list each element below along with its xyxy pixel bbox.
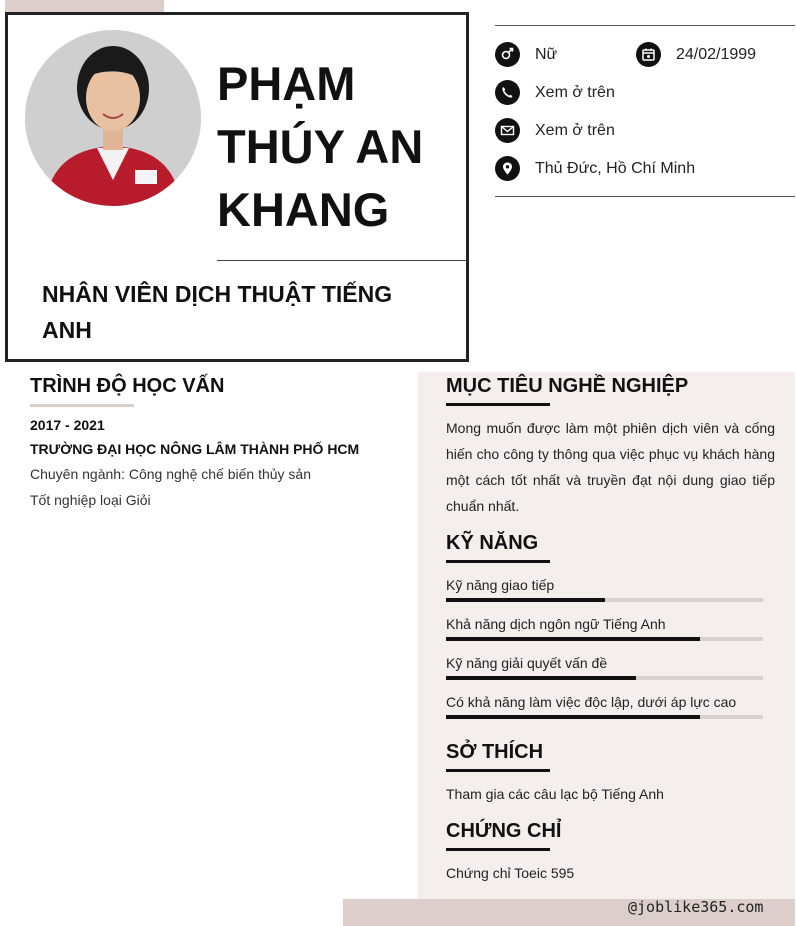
mail-icon xyxy=(495,118,520,143)
certificates-underline xyxy=(446,848,550,851)
skill-bar-fill xyxy=(446,598,605,602)
skill-bar xyxy=(446,598,763,602)
contact-address xyxy=(495,156,695,181)
birthday-value: 24/02/1999 xyxy=(676,45,757,63)
contact-top-divider xyxy=(495,25,795,26)
name-line-3: KHANG xyxy=(217,183,390,236)
education-title: TRÌNH ĐỘ HỌC VẤN xyxy=(30,375,225,397)
gender-value: Nữ xyxy=(535,45,558,63)
skill-label: Có khả năng làm việc độc lập, dưới áp lực cao xyxy=(446,694,737,710)
certificates-text: Chứng chỉ Toeic 595 xyxy=(446,865,575,881)
phone-icon xyxy=(495,80,520,105)
education-underline xyxy=(30,404,134,407)
skill-bar xyxy=(446,637,763,641)
certificates-title: CHỨNG CHỈ xyxy=(446,820,562,842)
contact-gender xyxy=(495,42,557,67)
skill-label: Khả năng dịch ngôn ngữ Tiếng Anh xyxy=(446,616,666,632)
phone-value: Xem ở trên xyxy=(535,83,615,101)
contact-bottom-divider xyxy=(495,196,795,197)
objective-title: MỤC TIÊU NGHỀ NGHIỆP xyxy=(446,375,689,397)
email-value: Xem ở trên xyxy=(535,121,615,139)
footer-watermark: @joblike365.com xyxy=(628,898,764,916)
candidate-name xyxy=(217,52,457,241)
objective-underline xyxy=(446,403,550,406)
education-major: Chuyên ngành: Công nghệ chế biến thủy sản xyxy=(30,466,311,482)
name-line-1: PHẠM xyxy=(217,57,356,110)
calendar-icon xyxy=(636,42,661,67)
name-divider xyxy=(217,260,466,261)
contact-birthday xyxy=(636,42,756,67)
contact-phone xyxy=(495,80,615,105)
hobbies-title: SỞ THÍCH xyxy=(446,741,544,763)
contact-email xyxy=(495,118,615,143)
skill-bar-fill xyxy=(446,715,700,719)
job-title: NHÂN VIÊN DỊCH THUẬT TIẾNG ANH xyxy=(42,281,393,343)
skill-bar-fill xyxy=(446,676,636,680)
skills-underline xyxy=(446,560,550,563)
education-grade: Tốt nghiệp loại Giỏi xyxy=(30,492,151,508)
location-icon xyxy=(495,156,520,181)
skill-bar-fill xyxy=(446,637,700,641)
skills-title: KỸ NĂNG xyxy=(446,532,539,554)
education-school: TRƯỜNG ĐẠI HỌC NÔNG LÂM THÀNH PHỐ HCM xyxy=(30,441,360,457)
skill-label: Kỹ năng giải quyết vấn đề xyxy=(446,655,608,671)
objective-text: Mong muốn được làm một phiên dịch viên và cống hiến cho công ty thông qua việc phục vụ khách hàng một cách tốt nhất và truyền đạt nội dung giao tiếp chuẩn nhất. xyxy=(446,420,775,514)
hobbies-text: Tham gia các câu lạc bộ Tiếng Anh xyxy=(446,786,664,802)
skill-bar xyxy=(446,676,763,680)
name-line-2: THÚY AN xyxy=(217,120,424,173)
skill-label: Kỹ năng giao tiếp xyxy=(446,577,555,593)
profile-photo xyxy=(25,30,201,206)
education-years: 2017 - 2021 xyxy=(30,417,105,433)
address-value: Thủ Đức, Hồ Chí Minh xyxy=(535,159,696,177)
skill-bar xyxy=(446,715,763,719)
hobbies-underline xyxy=(446,769,550,772)
gender-icon xyxy=(495,42,520,67)
